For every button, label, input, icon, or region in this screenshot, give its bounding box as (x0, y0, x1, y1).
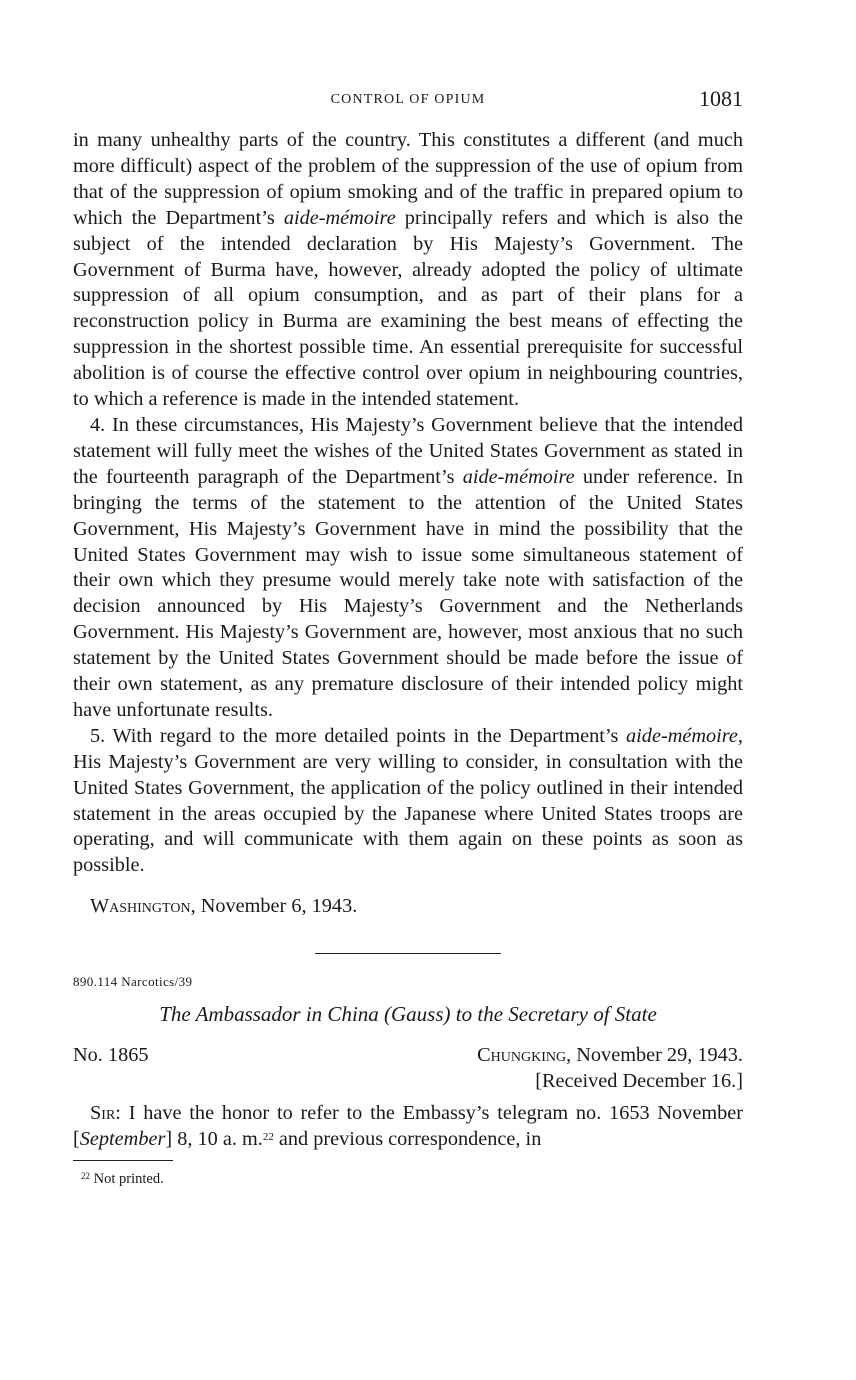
dateline-place: Chungking (477, 1044, 567, 1067)
footnote-text: Not printed. (93, 1171, 164, 1188)
page-number: 1081 (699, 86, 743, 111)
file-number: 890.114 Narcotics/39 (73, 974, 193, 990)
running-header (73, 84, 743, 128)
document-number: No. 1865 (73, 1044, 149, 1067)
paragraph-text: : I have the honor to refer to the Embassy’s telegram no. 1653 November [ (73, 1102, 743, 1151)
italic-term: aide-mémoire (626, 724, 738, 747)
letter-opening (73, 1100, 743, 1152)
dateline-date: , November 29, 1943. (566, 1044, 743, 1067)
place-date (477, 1042, 743, 1068)
paragraph-text: principally refers and which is also the subject of the intended declaration by His Majesty’s Government. The Government of Burma have, however, already adopted the policy of ultimate suppression of all opium consumption, and as part of their plans for a reconstruction policy in Burma are examining the best means of effecting the suppression in the shortest possible time. An essential prerequisite for successful abolition is of course the effective control over opium in neighbouring countries, to which a reference is made in the intended statement. (73, 206, 744, 411)
signoff-line (73, 893, 743, 919)
italic-term: aide-mémoire (462, 465, 575, 488)
running-title: CONTROL OF OPIUM (330, 92, 486, 107)
footnote-divider (73, 1160, 173, 1161)
signoff-date: , November 6, 1943. (190, 895, 358, 918)
paragraph-text: 4. In these circumstances, His Majesty’s Government believe that the intended statement will fully meet the wishes of the United States Government as stated in the fourteenth paragraph of the Department’s (73, 413, 743, 488)
paragraph-text: , His Majesty’s Government are very willing to consider, in consultation with the United States Government, the application of the policy outlined in their intended statement in the areas occupied by the Japanese where United States troops are operating, and will communicate with them again on these points as soon as possible. (73, 724, 743, 877)
paragraph-5 (73, 724, 743, 879)
paragraph-continuation (73, 128, 743, 413)
footnote-number: 22 (81, 1171, 90, 1182)
salutation: Sir (90, 1102, 116, 1125)
italic-term: September (79, 1128, 166, 1151)
paragraph-text: under reference. In bringing the terms of the statement to the attention of the United States Government, His Majesty’s Government have in mind the possibility that the United States Government may wish to issue some simultaneous statement of their own which they presume would merely take note with satisfaction of the decision announced by His Majesty’s Government and the Netherlands Government. His Majesty’s Government are, however, most anxious that no such statement by the United States Government should be made before the issue of their own statement, as any premature disclosure of their intended policy might have unfortunate results. (73, 465, 743, 721)
footnote-reference: 22 (262, 1131, 274, 1144)
footnote (73, 1171, 743, 1188)
section-divider (315, 953, 501, 954)
document-title: The Ambassador in China (Gauss) to the Secretary of State (159, 1002, 657, 1027)
document-page (73, 84, 743, 1188)
received-date: [Received December 16.] (535, 1070, 743, 1093)
paragraph-text: in many unhealthy parts of the country. This constitutes a different (and much more difficult) aspect of the problem of the suppression of the use of opium from that of the suppression of opium smoking and of the traffic in prepared opium to which the Department’s (73, 129, 743, 229)
paragraph-text: and previous correspondence, in (273, 1128, 542, 1151)
paragraph-text: 5. With regard to the more detailed points in the Department’s (90, 724, 627, 747)
paragraph-4 (73, 413, 743, 724)
italic-term: aide-mémoire (283, 206, 396, 229)
signoff-place: Washington (90, 895, 191, 918)
dateline (73, 1042, 743, 1096)
paragraph-text: ] 8, 10 a. m. (165, 1128, 263, 1151)
